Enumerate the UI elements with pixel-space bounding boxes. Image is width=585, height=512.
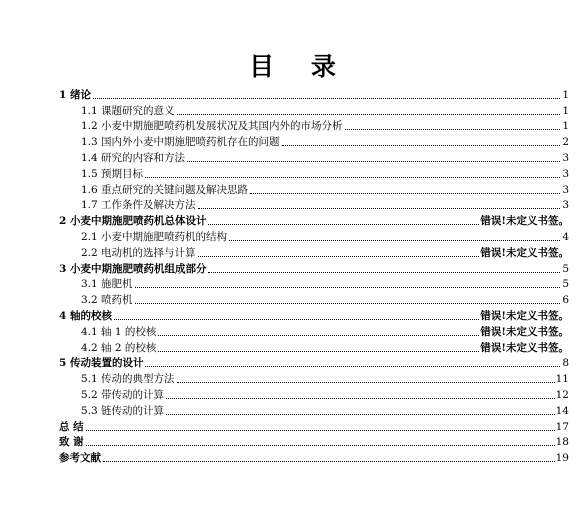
toc-entry[interactable] [59, 212, 569, 228]
toc-entry-label: 总 结 [59, 420, 84, 433]
toc-dot-leader [177, 114, 560, 115]
toc-entry-page: 2 [562, 136, 569, 149]
toc-dot-leader [114, 319, 479, 320]
toc-entry-page: 5 [562, 262, 569, 275]
toc-dot-leader [208, 272, 560, 273]
toc-entry-label: 1.3 国内外小麦中期施肥喷药机存在的问题 [81, 136, 280, 149]
toc-entry[interactable] [59, 197, 569, 213]
toc-dot-leader [93, 98, 560, 99]
toc-entry-label: 4 轴的校核 [59, 309, 112, 322]
toc-dot-leader [86, 445, 555, 446]
toc-entry-label: 1.6 重点研究的关键问题及解决思路 [81, 183, 249, 196]
toc-entry[interactable] [59, 260, 569, 276]
toc-entry-page: 错误!未定义书签。 [480, 215, 569, 228]
toc-dot-leader [198, 208, 560, 209]
toc-entry-label: 1 绪论 [59, 88, 91, 101]
toc-entry-page: 1 [562, 88, 569, 101]
toc-dot-leader [158, 351, 479, 352]
toc-dot-leader [103, 461, 555, 462]
toc-entry-label: 2 小麦中期施肥喷药机总体设计 [59, 215, 207, 228]
toc-entry-page: 错误!未定义书签。 [480, 341, 569, 354]
toc-entry-page: 1 [562, 120, 569, 133]
toc-entry[interactable] [59, 165, 569, 181]
toc-entry-label: 3 小麦中期施肥喷药机组成部分 [59, 262, 207, 275]
toc-entry-label: 4.2 轴 2 的校核 [81, 341, 157, 354]
toc-dot-leader [229, 240, 560, 241]
toc-entry-page: 错误!未定义书签。 [480, 309, 569, 322]
toc-entry[interactable] [59, 355, 569, 371]
toc-entry[interactable] [59, 418, 569, 434]
toc-entry-label: 3.1 施肥机 [81, 278, 133, 291]
toc-entry-page: 错误!未定义书签。 [480, 246, 569, 259]
toc-entry-label: 参考文献 [59, 452, 101, 465]
toc-dot-leader [177, 382, 555, 383]
toc-entry-page: 18 [555, 436, 569, 449]
toc-entry[interactable] [59, 402, 569, 418]
toc-entry-page: 8 [562, 357, 569, 370]
toc-dot-leader [187, 161, 560, 162]
toc-entry[interactable] [59, 86, 569, 102]
toc-entry-page: 3 [562, 167, 569, 180]
toc-entry-label: 2.2 电动机的选择与计算 [81, 246, 196, 259]
toc-dot-leader [282, 145, 560, 146]
toc-dot-leader [145, 366, 560, 367]
toc-entry-label: 致 谢 [59, 436, 84, 449]
toc-entry-label: 1.7 工作条件及解决方法 [81, 199, 196, 212]
toc-dot-leader [86, 430, 555, 431]
toc-entry-page: 4 [562, 230, 569, 243]
toc-entry[interactable] [59, 133, 569, 149]
toc-entry-label: 2.1 小麦中期施肥喷药机的结构 [81, 230, 228, 243]
toc-entry[interactable] [59, 307, 569, 323]
toc-title: 目 录 [249, 52, 350, 81]
toc-entry-label: 5.1 传动的典型方法 [81, 373, 175, 386]
toc-entry-label: 1.1 课题研究的意义 [81, 104, 175, 117]
toc-entry-label: 4.1 轴 1 的校核 [81, 325, 157, 338]
toc-entry[interactable] [59, 339, 569, 355]
toc-entry[interactable] [59, 276, 569, 292]
toc-entry[interactable] [59, 118, 569, 134]
toc-entry[interactable] [59, 102, 569, 118]
toc-dot-leader [135, 287, 560, 288]
toc-entry-page: 17 [555, 420, 569, 433]
toc-entry[interactable] [59, 244, 569, 260]
toc-entry[interactable] [59, 449, 569, 465]
toc-entry-page: 19 [555, 452, 569, 465]
toc-dot-leader [345, 129, 560, 130]
toc-entry-page: 12 [555, 388, 569, 401]
toc-entry-label: 5.3 链传动的计算 [81, 404, 165, 417]
toc-entry[interactable] [59, 181, 569, 197]
toc-entry-label: 1.4 研究的内容和方法 [81, 151, 186, 164]
toc-dot-leader [208, 224, 479, 225]
toc-entry-page: 11 [555, 373, 569, 386]
toc-entry-label: 5 传动装置的设计 [59, 357, 144, 370]
toc-dot-leader [198, 256, 480, 257]
toc-entry[interactable] [59, 386, 569, 402]
toc-entry-label: 3.2 喷药机 [81, 294, 133, 307]
toc-entry-page: 14 [555, 404, 569, 417]
toc-dot-leader [145, 177, 560, 178]
toc-entry-page: 1 [562, 104, 569, 117]
toc-entry-page: 6 [562, 294, 569, 307]
toc-entry-page: 3 [562, 151, 569, 164]
toc-entry[interactable] [59, 228, 569, 244]
toc-entry[interactable] [59, 291, 569, 307]
toc-entry[interactable] [59, 323, 569, 339]
toc-entry[interactable] [59, 370, 569, 386]
toc-entry[interactable] [59, 149, 569, 165]
toc-entry-page: 3 [562, 183, 569, 196]
toc-entry-label: 1.5 预期目标 [81, 167, 144, 180]
toc-entry-label: 5.2 带传动的计算 [81, 388, 165, 401]
toc-dot-leader [166, 414, 555, 415]
toc-list [59, 86, 569, 465]
toc-entry[interactable] [59, 434, 569, 450]
toc-dot-leader [250, 193, 560, 194]
toc-dot-leader [158, 335, 479, 336]
toc-entry-page: 5 [562, 278, 569, 291]
toc-dot-leader [135, 303, 560, 304]
toc-entry-label: 1.2 小麦中期施肥喷药机发展状况及其国内外的市场分析 [81, 120, 343, 133]
toc-dot-leader [166, 398, 555, 399]
toc-entry-page: 错误!未定义书签。 [480, 325, 569, 338]
toc-entry-page: 3 [562, 199, 569, 212]
